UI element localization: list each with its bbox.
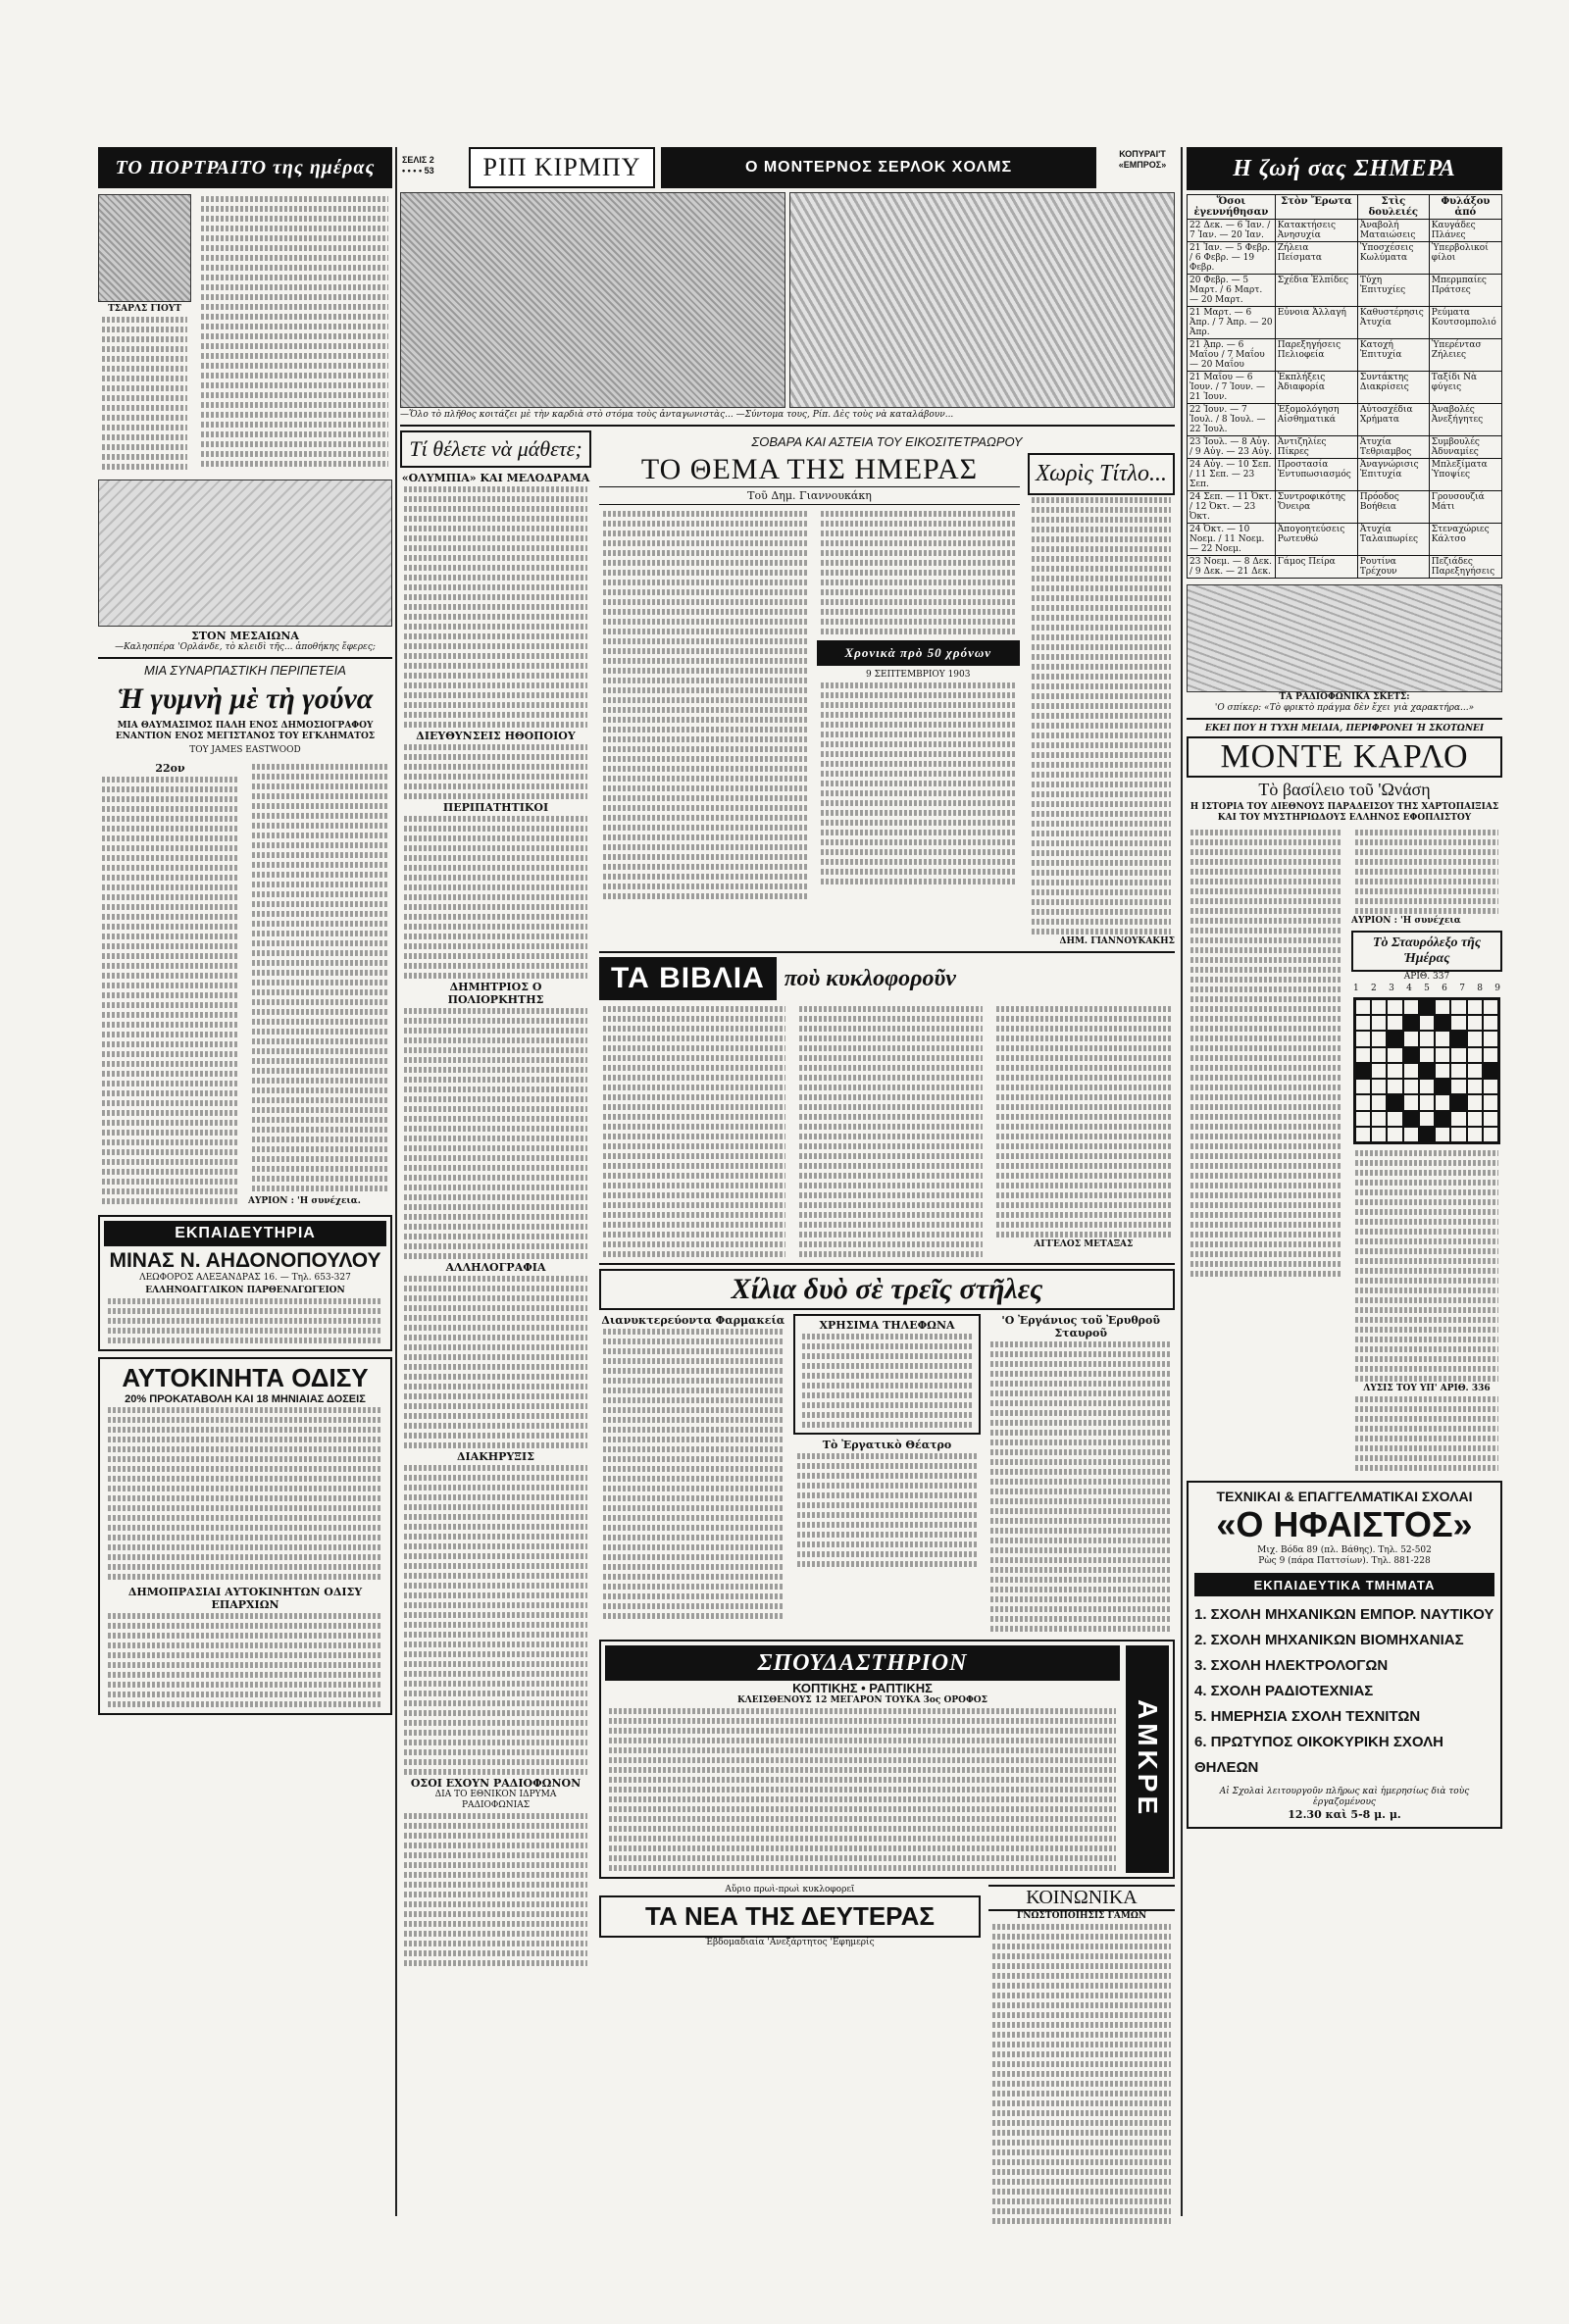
portrait-banner: ΤΟ ΠΟΡΤΡΑΙΤΟ της ημέρας [98,147,392,188]
cartoon-caption-title: ΣΤΟΝ ΜΕΣΑΙΩΝΑ [191,630,299,642]
crossword-cell [1403,1015,1419,1031]
new-monday-label: Αὔριο πρωὶ-πρωὶ κυκλοφορεῖ [725,1885,855,1895]
crossword-cell [1355,1111,1371,1127]
crossword-cell [1371,1111,1387,1127]
horoscope-cell: Ταξίδι Νὰ φύγεις [1429,372,1501,404]
crossword-cell [1450,1079,1466,1094]
horoscope-cell: Εὐνοια Ἀλλαγή [1275,307,1357,339]
phones-text [798,1332,977,1430]
crossword-title: Τὸ Σταυρόλεξο τῆς Ἡμέρας [1351,931,1502,972]
monte-title: ΜΟΝΤΕ ΚΑΡΛΟ [1187,736,1502,778]
horoscope-cell: Ὑποσχέσεις Κωλύματα [1357,242,1429,275]
cars-auction-title: ΔΗΜΟΠΡΑΣΙΑΙ ΑΥΤΟΚΙΝΗΤΩΝ ΟΔΙΣΥ ΕΠΑΡΧΙΩΝ [127,1586,363,1611]
cars-ad-text [104,1405,386,1582]
crossword-cell [1419,1079,1435,1094]
horoscope-row [1188,556,1502,579]
portrait-text [98,315,191,472]
horoscope-cell: 22 Δεκ. — 6 Ἰαν. / 7 Ἰαν. — 20 Ἰαν. [1188,220,1276,242]
radio-text [400,1811,591,1968]
horoscope-row [1188,372,1502,404]
fifty-years-date: 9 ΣΕΠΤΕΜΒΡΙΟΥ 1903 [866,670,971,680]
crossword-number-row [1353,984,1500,993]
horoscope-cell: 20 Φεβρ. — 5 Μαρτ. / 6 Μαρτ. — 20 Μαρτ. [1188,275,1276,307]
crossword-cell [1435,1063,1450,1079]
crossword-cell [1450,999,1466,1015]
books-script: ποὺ κυκλοφοροῦν [784,965,956,991]
horoscope-row [1188,339,1502,372]
serious-label: ΣΟΒΑΡΑ ΚΑΙ ΑΣΤΕΙΑ ΤΟΥ ΕΙΚΟΣΙΤΕΤΡΑΩΡΟΥ [751,434,1023,449]
comic-banner: ΡΙΠ ΚΙΡΜΠΥ [469,147,655,188]
travel-text [400,814,591,981]
horoscope-cell: Κατακτήσεις Ἀνησυχία [1275,220,1357,242]
horoscope-cell: Μπλεξίματα Ὑποψίες [1429,459,1501,491]
crossword-cell [1435,1127,1450,1142]
crossword-cell [1450,1094,1466,1110]
crossword-cell [1387,1047,1402,1063]
phones-title: ΧΡΗΣΙΜΑ ΤΗΛΕΦΩΝΑ [819,1319,955,1332]
school-ad-text [104,1296,386,1345]
horoscope-cell: 24 Αὐγ. — 10 Σεπ. / 11 Σεπ. — 23 Σεπ. [1188,459,1276,491]
horoscope-cell: 23 Ἰουλ. — 8 Αὐγ. / 9 Αὐγ. — 23 Αὐγ. [1188,436,1276,459]
horoscope-cell: Σχέδια Ἐλπίδες [1275,275,1357,307]
horoscope-cell: Συντροφικότης Ὄνειρα [1275,491,1357,524]
announcement-heading: ΔΙΑΚΗΡΥΞΙΣ [457,1450,534,1463]
adventure-text-right [248,762,392,1193]
portrait-caption: ΤΣΑΡΛΣ ΓΙΟΥΤ [108,304,181,314]
crossword-number: ΑΡΙΘ. 337 [1403,972,1450,982]
crossword-cell [1435,1015,1450,1031]
crossword-cell [1403,1079,1419,1094]
horoscope-cell: Γάμος Πείρα [1275,556,1357,579]
adventure-subtitle: ΜΙΑ ΘΑΥΜΑΣΙΜΟΣ ΠΑΛΗ ΕΝΟΣ ΔΗΜΟΣΙΟΓΡΑΦΟΥ ΕΝΑΝΤΙΟΝ ΕΝΟΣ ΜΕΓΙΣΤΑΝΟΣ ΤΟΥ ΕΓΚΛΗΜΑΤΟΣ [115,721,376,741]
crossword-cell [1355,1031,1371,1046]
olympia-heading: «ΟΛΥΜΠΙΑ» ΚΑΙ ΜΕΛΟΔΡΑΜΑ [401,472,590,484]
crossword-cell [1355,1127,1371,1142]
crossword-cell [1355,1094,1371,1110]
studio-ad-subtitle: ΚΟΠΤΙΚΗΣ • ΡΑΠΤΙΚΗΣ [792,1681,933,1695]
crossword-cell [1467,1047,1483,1063]
horoscope-row [1188,404,1502,436]
crossword-cell [1450,1015,1466,1031]
topic-text-b [817,509,1021,636]
monte-subtitle: Τὸ βασίλειο τοῦ 'Ωνάση [1258,780,1431,799]
page-number-label: ΣΕΛΙΣ 2 [402,155,434,165]
tech-ad-list [1194,1602,1494,1781]
crossword-cell [1467,1111,1483,1127]
no-title-heading: Χωρὶς Τίτλο... [1028,453,1175,495]
crossword-cell [1387,1031,1402,1046]
actors-heading: ΔΙΕΥΘΥΝΣΕΙΣ ΗΘΟΠΟΙΟΥ [416,730,576,742]
center-column [400,147,1175,2226]
column-rule [395,147,397,2216]
portrait-article-text [197,194,392,472]
school-ad-address: ΛΕΩΦΟΡΟΣ ΑΛΕΞΑΝΔΡΑΣ 16. — Τηλ. 653-327 [139,1273,351,1283]
cars-ad [98,1357,392,1715]
tech-ad-list-title: ΕΚΠΑΙΔΕΥΤΙΚΑ ΤΜΗΜΑΤΑ [1194,1573,1494,1596]
horoscope-cell: Προστασία Ἐντυπωσιασμός [1275,459,1357,491]
school-ad [98,1215,392,1351]
tech-ad-name: «Ο ΗΦΑΙΣΤΟΣ» [1216,1504,1473,1544]
crossword-cell [1403,1031,1419,1046]
want-to-learn-title: Τί θέλετε νὰ μάθετε; [400,430,591,468]
horoscope-cell: Παρεξηγήσεις Πελιοφεία [1275,339,1357,372]
school-ad-title: ΕΚΠΑΙΔΕΥΤΗΡΙΑ [104,1221,386,1246]
tech-ad-address2: Ρὼς 9 (πάρα Παττσίων). Τηλ. 881-228 [1258,1556,1431,1566]
horoscope-row [1188,524,1502,556]
crossword-cell [1435,1031,1450,1046]
correspondence-heading: ΑΛΛΗΛΟΓΡΑΦΙΑ [445,1261,546,1274]
horoscope-cell: Ἀτυχία Τεθριαμβος [1357,436,1429,459]
crossword-cell [1403,1127,1419,1142]
horoscope-row [1188,242,1502,275]
crossword-cell [1450,1063,1466,1079]
comic-panel-1 [400,192,785,408]
studio-ad-brand: ΑΜΚΡΕ [1126,1645,1169,1873]
right-column [1187,147,1502,2226]
crossword-cell [1483,1127,1498,1142]
horoscope-table [1187,194,1502,579]
crossword-cell [1483,1079,1498,1094]
horoscope-row [1188,436,1502,459]
topic-title: ΤΟ ΘΕΜΑ ΤΗΣ ΗΜΕΡΑΣ [640,453,979,485]
crossword-cell [1450,1127,1466,1142]
horoscope-cell: Ζήλεια Πείσματα [1275,242,1357,275]
horoscope-cell: 24 Σεπ. — 11 Ὀκτ. / 12 Ὀκτ. — 23 Ὀκτ. [1188,491,1276,524]
cars-ad-title: ΑΥΤΟΚΙΝΗΤΑ ΟΔΙΣΥ [122,1363,369,1392]
politician-text [400,1006,591,1261]
radio-sub: ΔΙΑ ΤΟ ΕΘΝΙΚΟΝ ΙΔΡΥΜΑ ΡΑΔΙΟΦΩΝΙΑΣ [434,1790,557,1810]
tech-ad-footer: Αἱ Σχολαὶ λειτουργοῦν πλῆρως καὶ ἡμερησίως διὰ τοὺς ἐργαζομένους [1219,1787,1470,1807]
tech-ad-list-item: 3. ΣΧΟΛΗ ΗΛΕΚΤΡΟΛΟΓΩΝ [1194,1657,1389,1674]
theaters-heading: Τὸ Ἐργατικὸ Θέατρο [822,1439,952,1451]
crossword-column-number: 5 [1424,984,1430,993]
horoscope-cell: Ὑπερέντασ Ζήλειες [1429,339,1501,372]
horoscope-cell: Ἀπογοητεύσεις Ρωτευθώ [1275,524,1357,556]
horoscope-cell: Πεζιάδες Παρεξηγήσεις [1429,556,1501,579]
crossword-cell [1419,1031,1435,1046]
olympia-text [400,484,591,730]
author-signature: ΔΗΜ. ΓΙΑΝΝΟΥΚΑΚΗΣ [1059,936,1175,946]
comic-caption: —Ὅλο τὸ πλῆθος κοιτάζει μὲ τὴν καρδιὰ στὸ στόμα τοὺς ἀνταγωνιστὰς... —Σύντομα τους, Ρίπ. Δὲς τοὺς νὰ καταλάβουν... [400,410,954,420]
social-text [988,1922,1175,2226]
crossword-cell [1387,1079,1402,1094]
crossword-cell [1435,999,1450,1015]
crossword-cell [1403,1094,1419,1110]
books-text-c [992,1004,1175,1239]
crossword-cell [1419,1127,1435,1142]
crossword-cell [1387,1111,1402,1127]
crossword-cell [1419,1047,1435,1063]
horoscope-cell: Κατοχή Ἐπιτυχία [1357,339,1429,372]
monte-description: Η ΙΣΤΟΡΙΑ ΤΟΥ ΔΙΕΘΝΟΥΣ ΠΑΡΑΔΕΙΣΟΥ ΤΗΣ ΧΑΡΤΟΠΑΙΞΙΑΣ ΚΑΙ ΤΟΥ ΜΥΣΤΗΡΙΩΔΟΥΣ ΕΛΛΗΝΟΣ ΕΦΟΠΛΙΣΤΟΥ [1189,802,1499,823]
horoscope-cell: Στεναχώριες Κάλτσο [1429,524,1501,556]
ergasias-heading: 'Ο Ἐργάνιος τοῦ Ἐρυθροῦ Σταυροῦ [1001,1314,1160,1339]
books-title: ΤΑ ΒΙΒΛΙΑ [599,957,777,1000]
horoscope-row [1188,220,1502,242]
cartoon-caption-text: —Καλησπέρα 'Ορλάνδε, τὸ κλειδὶ τῆς... ἀποθήκης ἔφερες; [115,642,376,652]
horoscope-cell: Ἀναβολές Ἀνεξήγητες [1429,404,1501,436]
crossword-cell [1450,1031,1466,1046]
horoscope-row [1188,491,1502,524]
books-signature: ΑΓΓΕΛΟΣ ΜΕΤΑΞΑΣ [1034,1239,1134,1249]
tech-school-ad [1187,1481,1502,1829]
horoscope-cell: Ρεύματα Κουτσομπολιό [1429,307,1501,339]
horoscope-cell: 21 Ἀπρ. — 6 Μαΐου / 7 Μαΐου — 20 Μαΐου [1188,339,1276,372]
copyright-source: «ΕΜΠΡΟΣ» [1118,160,1167,170]
topic-text-a [599,509,811,901]
crossword-cell [1483,1015,1498,1031]
books-text-b [795,1004,986,1259]
crossword-cell [1450,1047,1466,1063]
horoscope-cell: Ὑπερβολικοί φίλοι [1429,242,1501,275]
fifty-years-text [817,681,1021,886]
crossword-column-number: 4 [1406,984,1412,993]
column-rule [1181,147,1183,2216]
adventure-text-left [98,775,242,1206]
pharmacies-heading: Διανυκτερεύοντα Φαρμακεία [601,1314,785,1327]
crossword-cell [1435,1094,1450,1110]
crossword-cell [1403,1111,1419,1127]
horoscope-cell: Γρουσουζιά Μάτι [1429,491,1501,524]
crossword-cell [1371,1015,1387,1031]
crossword-column-number: 7 [1459,984,1465,993]
new-monday-sub: Ἑβδομαδιαία 'Ανεξάρτητος 'Εφημερίς [705,1938,875,1947]
crossword-column-number: 8 [1477,984,1483,993]
crossword-cell [1371,1094,1387,1110]
copyright-line: ΚΟΠΥΡΑΙ'Τ [1119,149,1166,159]
monte-label: ΕΚΕΙ ΠΟΥ Η ΤΥΧΗ ΜΕΙΔΙΑ, ΠΕΡΙΦΡΟΝΕΙ Ή ΣΚΟΤΩΝΕΙ [1204,724,1485,733]
crossword-cell [1419,1094,1435,1110]
crossword-cell [1419,999,1435,1015]
crossword-solution [1351,1394,1502,1473]
adventure-next: ΑΥΡΙΟΝ : 'Η συνέχεια. [248,1196,361,1206]
studio-ad [599,1640,1175,1879]
crossword-cell [1483,1094,1498,1110]
studio-ad-text [605,1706,1120,1873]
radio-heading: ΟΣΟΙ ΕΧΟΥΝ ΡΑΔΙΟΦΩΝΟΝ [410,1777,582,1790]
no-title-text [1028,495,1175,936]
crossword-clues [1351,1148,1502,1384]
crossword-cell [1483,1031,1498,1046]
radio-cartoon [1187,584,1502,692]
crossword-cell [1467,1079,1483,1094]
horoscope-header: Στὶς δουλειές [1357,195,1429,220]
horoscope-row [1188,307,1502,339]
tech-ad-list-item: 4. ΣΧΟΛΗ ΡΑΔΙΟΤΕΧΝΙΑΣ [1194,1683,1374,1699]
crossword-cell [1483,1063,1498,1079]
crossword-cell [1403,1063,1419,1079]
horoscope-cell: 21 Μαΐου — 6 Ἰουν. / 7 Ἰουν. — 21 Ἰουν. [1188,372,1276,404]
today-banner: Η ζωή σας ΣΗΜΕΡΑ [1187,147,1502,190]
horoscope-cell: 23 Νοεμ. — 8 Δεκ. / 9 Δεκ. — 21 Δεκ. [1188,556,1276,579]
crossword-cell [1435,1079,1450,1094]
crossword-cell [1483,1047,1498,1063]
horoscope-cell: Ἀτυχία Ταλαιπωρίες [1357,524,1429,556]
thousand-title: Χίλια δυὸ σὲ τρεῖς στῆλες [599,1269,1175,1310]
tech-ad-list-item: 5. ΗΜΕΡΗΣΙΑ ΣΧΟΛΗ ΤΕΧΝΙΤΩΝ [1194,1708,1421,1725]
adventure-title: Ἡ γυμνὴ μὲ τὴ γούνα [117,682,374,715]
crossword-cell [1387,1094,1402,1110]
horoscope-header: Στὸν Ἔρωτα [1275,195,1357,220]
horoscope-cell: Ἀναγνώρισις Ἐπιτυχία [1357,459,1429,491]
crossword-column-number: 3 [1389,984,1394,993]
horoscope-cell: Ἀναβολή Ματαιώσεις [1357,220,1429,242]
adventure-author: ΤΟΥ JAMES EASTWOOD [189,745,301,755]
social-sub: ΓΝΩΣΤΟΠΟΙΗΣΙΣ ΓΑΜΩΝ [1016,1911,1147,1921]
ergasias-text [987,1339,1175,1634]
crossword-cell [1467,999,1483,1015]
horoscope-cell: 24 Ὀκτ. — 10 Νοεμ. / 11 Νοεμ. — 22 Νοεμ. [1188,524,1276,556]
crossword-cell [1371,999,1387,1015]
horoscope-row [1188,275,1502,307]
school-ad-name: ΜΙΝΑΣ Ν. ΑΗΔΟΝΟΠΟΥΛΟΥ [109,1249,381,1272]
crossword-column-number: 9 [1494,984,1500,993]
travel-heading: ΠΕΡΙΠΑΤΗΤΙΚΟΙ [442,801,549,814]
school-ad-subtitle: ΕΛΛΗΝΟΑΓΓΛΙΚΟΝ ΠΑΡΘΕΝΑΓΩΓΕΙΟΝ [145,1286,345,1295]
horoscope-cell: Πρόοδος Βοήθεια [1357,491,1429,524]
radio-caption-text: 'Ο σπίκερ: «Τὸ φρικτὸ πράγμα δὲν ἔχει γιὰ χαρακτήρα...» [1214,703,1475,713]
crossword-cell [1467,1063,1483,1079]
horoscope-body [1188,220,1502,579]
monte-text-a [1187,828,1345,1473]
correspondence-text [400,1274,591,1450]
tech-ad-title: ΤΕΧΝΙΚΑΙ & ΕΠΑΓΓΕΛΜΑΤΙΚΑΙ ΣΧΟΛΑΙ [1216,1489,1473,1504]
crossword-cell [1371,1127,1387,1142]
crossword-cell [1419,1063,1435,1079]
social-title: ΚΟΙΝΩΝΙΚΑ [988,1885,1175,1911]
crossword-column-number: 2 [1371,984,1377,993]
crossword-cell [1483,999,1498,1015]
crossword-cell [1355,999,1371,1015]
crossword-cell [1355,1047,1371,1063]
horoscope-cell: Τύχη Ἐπιτυχίες [1357,275,1429,307]
theaters-text [793,1451,982,1569]
horoscope-cell: Αὐτοσχέδια Χρήματα [1357,404,1429,436]
announcement-text [400,1463,591,1777]
crossword-cell [1371,1047,1387,1063]
page-date-label: • • • • 53 [402,166,434,176]
studio-ad-title: ΣΠΟΥΔΑΣΤΗΡΙΟΝ [605,1645,1120,1681]
horoscope-header: Ὅσοι ἐγεννήθησαν [1188,195,1276,220]
left-column [98,147,392,2226]
horoscope-cell: Ἐξομολόγηση Αἰσθηματικά [1275,404,1357,436]
cars-auction-text [104,1611,386,1709]
tech-ad-address: Μιχ. Βόδα 89 (πλ. Βάθης). Τηλ. 52-502 [1257,1545,1432,1555]
crossword-column-number: 1 [1353,984,1359,993]
horoscope-cell: Συμβουλές Ἀδυναμίες [1429,436,1501,459]
crossword-cell [1371,1031,1387,1046]
horoscope-cell: 21 Ἰαν. — 5 Φεβρ. / 6 Φεβρ. — 19 Φεβρ. [1188,242,1276,275]
comic-panel-2 [789,192,1175,408]
crossword-cell [1450,1111,1466,1127]
topic-author: Τοῦ Δημ. Γιαννουκάκη [599,486,1020,505]
crossword-solution-title: ΛΥΣΙΣ ΤΟΥ ΥΠ' ΑΡΙΘ. 336 [1363,1384,1491,1393]
monte-text-b [1351,828,1502,916]
crossword-cell [1435,1047,1450,1063]
tech-ad-list-item: 6. ΠΡΩΤΥΠΟΣ ΟΙΚΟΚΥΡΙΚΗ ΣΧΟΛΗ ΘΗΛΕΩΝ [1194,1734,1443,1776]
crossword-cell [1435,1111,1450,1127]
tech-ad-list-item: 2. ΣΧΟΛΗ ΜΗΧΑΝΙΚΩΝ ΒΙΟΜΗΧΑΝΙΑΣ [1194,1632,1464,1648]
crossword-cell [1355,1063,1371,1079]
comic-subtitle: Ο ΜΟΝΤΕΡΝΟΣ ΣΕΡΛΟΚ ΧΟΛΜΣ [661,147,1096,188]
horoscope-row [1188,459,1502,491]
adventure-label: ΜΙΑ ΣΥΝΑΡΠΑΣΤΙΚΗ ΠΕΡΙΠΕΤΕΙΑ [144,663,346,678]
actors-text [400,742,591,801]
books-text-a [599,1004,789,1259]
horoscope-cell: 22 Ἰουν. — 7 Ἰουλ. / 8 Ἰουλ. — 22 Ἰουλ. [1188,404,1276,436]
crossword-cell [1387,1015,1402,1031]
horoscope-cell: Καθυστέρησις Ἀτυχία [1357,307,1429,339]
cartoon-illustration [98,480,392,627]
phones-box [793,1314,982,1435]
crossword-cell [1403,1047,1419,1063]
crossword-cell [1483,1111,1498,1127]
horoscope-cell: Μπερμπαίες Πράτσες [1429,275,1501,307]
portrait-photo [98,194,191,302]
crossword-cell [1387,1127,1402,1142]
horoscope-cell: Ἀντιζηλίες Πίκρες [1275,436,1357,459]
new-monday-title: ΤΑ ΝΕΑ ΤΗΣ ΔΕΥΤΕΡΑΣ [599,1895,981,1938]
crossword-cell [1371,1079,1387,1094]
crossword-cell [1467,1094,1483,1110]
crossword-cell [1355,1015,1371,1031]
crossword-cell [1387,999,1402,1015]
crossword-grid [1353,997,1500,1144]
radio-caption-title: ΤΑ ΡΑΔΙΟΦΩΝΙΚΑ ΣΚΕΤΣ: [1279,692,1410,702]
horoscope-header: Φυλάξου ἀπό [1429,195,1501,220]
studio-ad-address: ΚΛΕΙΣΘΕΝΟΥΣ 12 ΜΕΓΑΡΟΝ ΤΟΥΚΑ 3ος ΟΡΟΦΟΣ [736,1695,987,1705]
horoscope-cell: Ρουτίνα Τρέχουν [1357,556,1429,579]
crossword-cell [1467,1031,1483,1046]
pharmacies-text [599,1327,787,1621]
horoscope-cell: Συντάκτης Διακρίσεις [1357,372,1429,404]
crossword-cell [1419,1015,1435,1031]
crossword-column-number: 6 [1442,984,1447,993]
crossword-cell [1403,999,1419,1015]
monte-next: ΑΥΡΙΟΝ : 'Η συνέχεια [1351,916,1461,926]
crossword-cell [1419,1111,1435,1127]
cars-ad-subtitle: 20% ΠΡΟΚΑΤΑΒΟΛΗ ΚΑΙ 18 ΜΗΝΙΑΙΑΣ ΔΟΣΕΙΣ [125,1393,366,1405]
fifty-years-title: Χρονικὰ πρὸ 50 χρόνων [817,640,1021,666]
tech-ad-list-item: 1. ΣΧΟΛΗ ΜΗΧΑΝΙΚΩΝ ΕΜΠΟΡ. ΝΑΥΤΙΚΟΥ [1194,1606,1494,1623]
horoscope-cell: 21 Μαρτ. — 6 Ἀπρ. / 7 Ἀπρ. — 20 Ἀπρ. [1188,307,1276,339]
crossword-cell [1387,1063,1402,1079]
horoscope-cell: Ἐκπλήξεις Ἀδιαφορία [1275,372,1357,404]
politician-heading: ΔΗΜΗΤΡΙΟΣ Ο ΠΟΛΙΟΡΚΗΤΗΣ [447,981,544,1006]
adventure-chapter: 22ον [155,762,185,775]
crossword-cell [1467,1015,1483,1031]
crossword-cell [1467,1127,1483,1142]
horoscope-cell: Καυγάδες Πλάνες [1429,220,1501,242]
tech-ad-hours: 12.30 καὶ 5-8 μ. μ. [1288,1808,1401,1821]
crossword-cell [1371,1063,1387,1079]
crossword-cell [1355,1079,1371,1094]
